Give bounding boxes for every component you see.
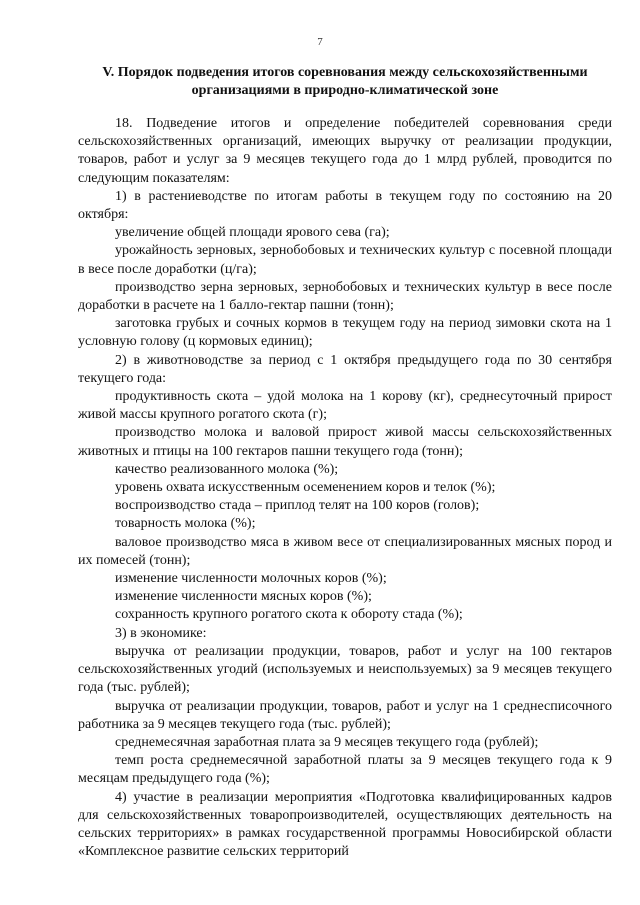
paragraph-personnel-training: 4) участие в реализации мероприятия «Подготовка квалифицированных кадров для сельскохозяйственных товаропроизводителей, осуществляющих деятельность на сельских территориях» в рамках государственной программы Новосибирской области «Комплексное развитие сельских территорий: [78, 789, 612, 860]
paragraph-livestock-heading: 2) в животноводстве за период с 1 октября предыдущего года по 30 сентября текущего года:: [78, 352, 612, 386]
paragraph-meat-production: валовое производство мяса в живом весе от специализированных мясных пород и их помесей (тонн);: [78, 534, 612, 568]
paragraph-cattle-survival: сохранность крупного рогатого скота к обороту стада (%);: [115, 607, 463, 623]
paragraph-economy-heading: 3) в экономике:: [115, 625, 207, 641]
paragraph-sowing-area: увеличение общей площади ярового сева (га);: [115, 225, 390, 241]
paragraph-revenue-per-100-ha: выручка от реализации продукции, товаров, работ и услуг на 100 гектаров сельскохозяйственных угодий (используемых и неиспользуемых) за 9 месяцев текущего года (тыс. рублей);: [78, 643, 612, 696]
paragraph-revenue-per-worker: выручка от реализации продукции, товаров, работ и услуг на 1 среднесписочного работника за 9 месяцев текущего года (тыс. рублей);: [78, 698, 612, 732]
paragraph-average-salary: среднемесячная заработная плата за 9 месяцев текущего года (рублей);: [115, 734, 539, 750]
page-number: 7: [317, 36, 323, 48]
section-title: [78, 64, 612, 100]
paragraph-herd-reproduction: воспроизводство стада – приплод телят на 100 коров (голов);: [115, 498, 480, 514]
section-title-line-2: организациями в природно-климатической зоне: [191, 83, 499, 98]
paragraph-feed-procurement: заготовка грубых и сочных кормов в текущем году на период зимовки скота на 1 условную голову (ц кормовых единиц);: [78, 316, 612, 350]
section-title-line-1: V. Порядок подведения итогов соревнования между сельскохозяйственными: [102, 65, 588, 80]
document-body: [78, 115, 612, 861]
paragraph-clause-18: 18. Подведение итогов и определение победителей соревнования среди сельскохозяйственных организаций, имеющих выручку от реализации продукции, товаров, работ и услуг за 9 месяцев текущего года до 1 млрд рублей, проводится по следующим показателям:: [78, 116, 612, 186]
paragraph-milk-and-weight-production: производство молока и валовой прирост живой массы сельскохозяйственных животных и птицы на 100 гектаров пашни текущего года (тонн);: [78, 425, 612, 459]
paragraph-crop-yield: урожайность зерновых, зернобобовых и технических культур с посевной площади в весе после доработки (ц/га);: [78, 243, 612, 277]
paragraph-crop-production-heading: 1) в растениеводстве по итогам работы в текущем году по состоянию на 20 октября:: [78, 188, 612, 223]
paragraph-grain-production: производство зерна зерновых, зернобобовых и технических культур в весе после доработки в расчете на 1 балло-гектар пашни (тонн);: [78, 279, 612, 314]
paragraph-beef-cow-count: изменение численности мясных коров (%);: [115, 589, 372, 605]
paragraph-dairy-cow-count: изменение численности молочных коров (%);: [115, 571, 387, 587]
paragraph-salary-growth: темп роста среднемесячной заработной платы за 9 месяцев текущего года к 9 месяцам предыдущего года (%);: [78, 753, 612, 787]
paragraph-insemination-coverage: уровень охвата искусственным осеменением коров и телок (%);: [115, 480, 496, 496]
paragraph-milk-quality: качество реализованного молока (%);: [115, 461, 339, 477]
paragraph-livestock-productivity: продуктивность скота – удой молока на 1 корову (кг), среднесуточный прирост живой массы крупного рогатого скота (г);: [78, 389, 612, 423]
paragraph-milk-marketability: товарность молока (%);: [115, 516, 256, 532]
